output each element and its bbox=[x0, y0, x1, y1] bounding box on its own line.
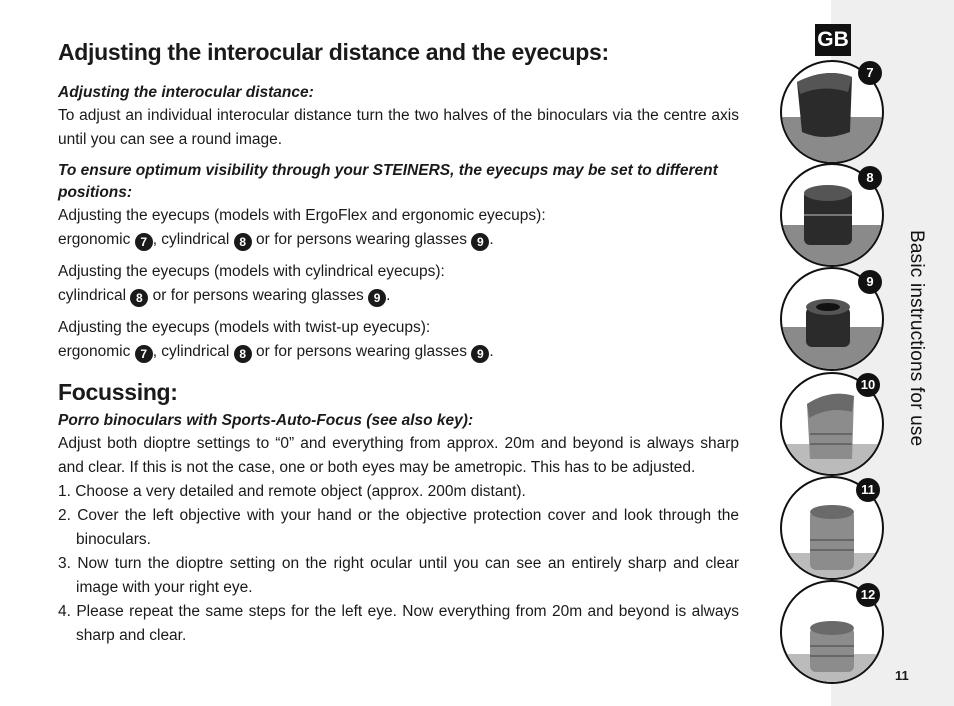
option-cylindrical-label: , cylindrical bbox=[152, 343, 230, 360]
figure-number-10: 10 bbox=[856, 373, 880, 397]
figure-number-12: 12 bbox=[856, 583, 880, 607]
figure-number-11: 11 bbox=[856, 478, 880, 502]
option-glasses-label: or for persons wearing glasses bbox=[251, 231, 468, 248]
interocular-heading: Adjusting the interocular distance: bbox=[58, 84, 314, 101]
step-item: 2. Cover the left objective with your hand or the objective protection cover and look through the binoculars. bbox=[58, 507, 739, 548]
option-cylindrical-label: cylindrical bbox=[58, 287, 127, 304]
step-item: 4. Please repeat the same steps for the left eye. Now everything from 20m and beyond is always sharp and clear. bbox=[58, 603, 739, 644]
cylindrical-options bbox=[58, 284, 739, 308]
focus-text: Adjust both dioptre settings to “0” and everything from approx. 20m and beyond is always sharp and clear. If this is not the case, one or both eyes may be ametropic. This has to be adjusted. bbox=[58, 435, 739, 476]
figure-ref-7: 7 bbox=[135, 233, 153, 251]
option-glasses-label: or for persons wearing glasses bbox=[148, 287, 364, 304]
twistup-line: Adjusting the eyecups (models with twist-up eyecups): bbox=[58, 319, 431, 336]
twistup-options bbox=[58, 340, 739, 364]
figure-ref-7: 7 bbox=[135, 345, 153, 363]
figure-ref-9: 9 bbox=[471, 345, 489, 363]
option-ergonomic-label: ergonomic bbox=[58, 231, 131, 248]
ergoflex-line: Adjusting the eyecups (models with ErgoFlex and ergonomic eyecups): bbox=[58, 207, 546, 224]
cylindrical-section bbox=[58, 260, 739, 308]
sentence-period: . bbox=[489, 343, 494, 360]
eyecups-heading: To ensure optimum visibility through your STEINERS, the eyecups may be set to different positions: bbox=[58, 162, 718, 201]
figure-ref-8: 8 bbox=[130, 289, 148, 307]
figure-number-7: 7 bbox=[858, 61, 882, 85]
focus-heading: Porro binoculars with Sports-Auto-Focus (see also key): bbox=[58, 412, 474, 429]
figure-ref-8: 8 bbox=[234, 345, 252, 363]
sentence-period: . bbox=[386, 287, 391, 304]
sentence-period: . bbox=[489, 231, 494, 248]
interocular-text: To adjust an individual interocular distance turn the two halves of the binoculars via the centre axis until you can see a round image. bbox=[58, 107, 739, 148]
main-content bbox=[58, 38, 739, 648]
page-title: Adjusting the interocular distance and the eyecups: bbox=[58, 39, 609, 65]
figure-number-8: 8 bbox=[858, 166, 882, 190]
figure-ref-9: 9 bbox=[471, 233, 489, 251]
figure-ref-9: 9 bbox=[368, 289, 386, 307]
option-ergonomic-label: ergonomic bbox=[58, 343, 131, 360]
ergoflex-options bbox=[58, 228, 739, 252]
figure-number-9: 9 bbox=[858, 270, 882, 294]
eyecups-section bbox=[58, 160, 739, 252]
figure-ref-8: 8 bbox=[234, 233, 252, 251]
focus-title: Focussing: bbox=[58, 379, 178, 405]
page-number: 11 bbox=[895, 668, 909, 683]
option-cylindrical-label: , cylindrical bbox=[152, 231, 230, 248]
section-label-vertical: Basic instructions for use bbox=[906, 230, 927, 447]
option-glasses-label: or for persons wearing glasses bbox=[251, 343, 468, 360]
language-badge: GB bbox=[815, 24, 851, 56]
step-item: 1. Choose a very detailed and remote object (approx. 200m distant). bbox=[58, 483, 526, 500]
cylindrical-line: Adjusting the eyecups (models with cylindrical eyecups): bbox=[58, 263, 445, 280]
twistup-section bbox=[58, 316, 739, 364]
interocular-section bbox=[58, 82, 739, 152]
step-item: 3. Now turn the dioptre setting on the right ocular until you can see an entirely sharp and clear image with your right eye. bbox=[58, 555, 739, 596]
